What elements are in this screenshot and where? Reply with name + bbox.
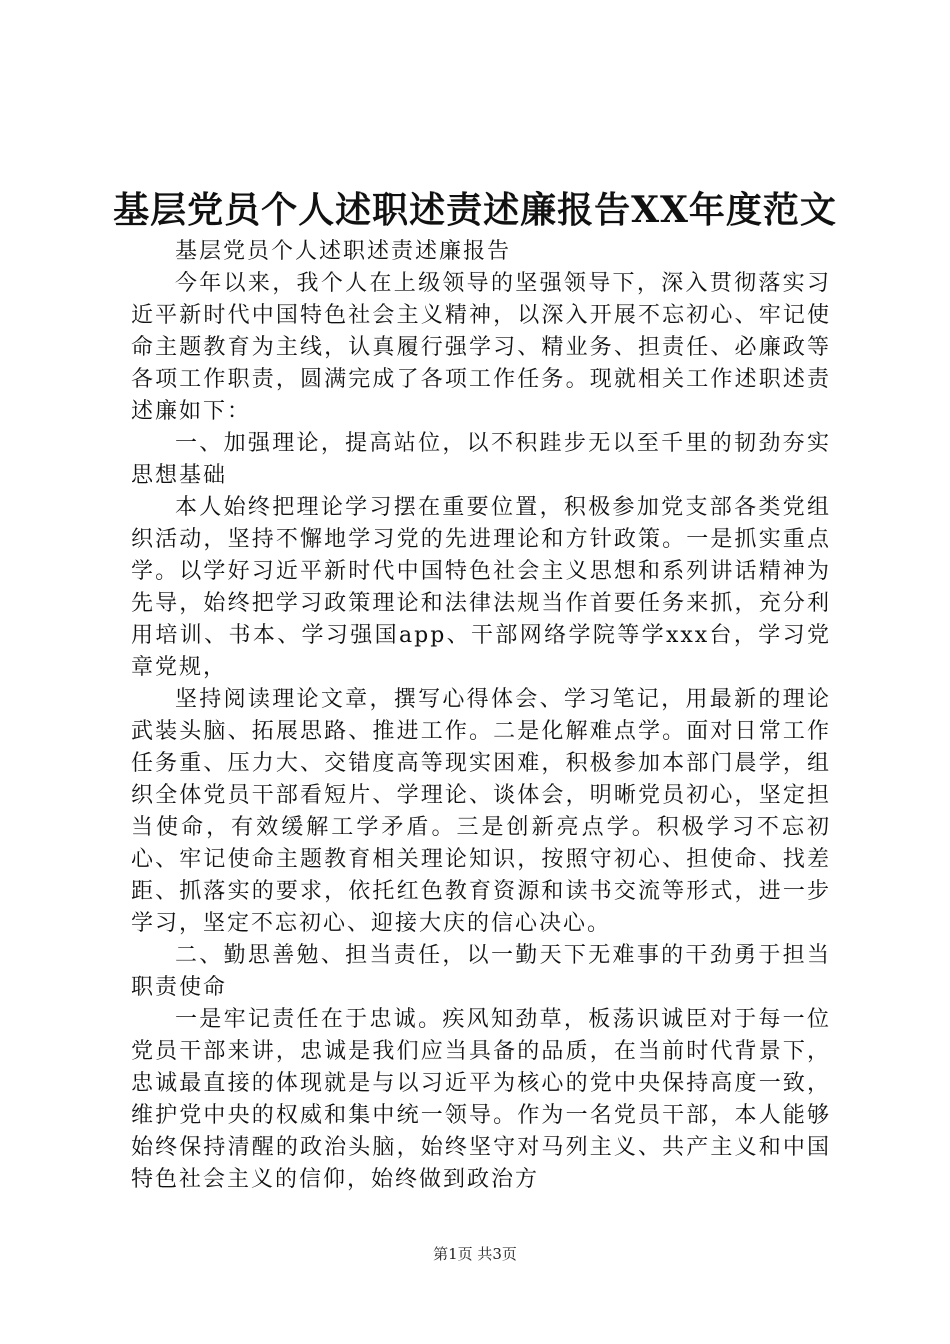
paragraph: 本人始终把理论学习摆在重要位置，积极参加党支部各类党组织活动，坚持不懈地学习党的先进理论和方针政策。一是抓实重点学。以学好习近平新时代中国特色社会主义思想和系列讲话精神为先导，始终把学习政策理论和法律法规当作首要任务来抓，充分利用培训、书本、学习强国app、干部网络学院等学xxx台，学习党章党规，: [131, 495, 831, 680]
paragraph: 一是牢记责任在于忠诚。疾风知劲草，板荡识诚臣对于每一位党员干部来讲，忠诚是我们应当具备的品质，在当前时代背景下，忠诚最直接的体现就是与以习近平为核心的党中央保持高度一致，维护党中央的权威和集中统一领导。作为一名党员干部，本人能够始终保持清醒的政治头脑，始终坚守对马列主义、共产主义和中国特色社会主义的信仰，始终做到政治方: [131, 1007, 831, 1192]
paragraph: 坚持阅读理论文章，撰写心得体会、学习笔记，用最新的理论武装头脑、拓展思路、推进工作。二是化解难点学。面对日常工作任务重、压力大、交错度高等现实困难，积极参加本部门晨学，组织全体党员干部看短片、学理论、谈体会，明晰党员初心，坚定担当使命，有效缓解工学矛盾。三是创新亮点学。积极学习不忘初心、牢记使命主题教育相关理论知识，按照守初心、担使命、找差距、抓落实的要求，依托红色教育资源和读书交流等形式，进一步学习，坚定不忘初心、迎接大庆的信心决心。: [131, 687, 831, 936]
paragraph-intro: 今年以来，我个人在上级领导的坚强领导下，深入贯彻落实习近平新时代中国特色社会主义精神，以深入开展不忘初心、牢记使命主题教育为主线，认真履行强学习、精业务、担责任、必廉政等各项工作职责，圆满完成了各项工作任务。现就相关工作述职述责述廉如下：: [131, 271, 831, 424]
page-number-footer: 第1页 共3页: [433, 1245, 517, 1263]
section-heading-1: 一、加强理论，提高站位，以不积跬步无以至千里的韧劲夯实思想基础: [131, 431, 831, 488]
section-heading-2: 二、勤思善勉、担当责任，以一勤天下无难事的干劲勇于担当职责使命: [131, 943, 831, 1000]
paragraph-subtitle: 基层党员个人述职述责述廉报告: [175, 239, 512, 264]
document-title: 基层党员个人述职述责述廉报告XX年度范文: [113, 189, 837, 231]
document-body: [131, 236, 831, 1196]
